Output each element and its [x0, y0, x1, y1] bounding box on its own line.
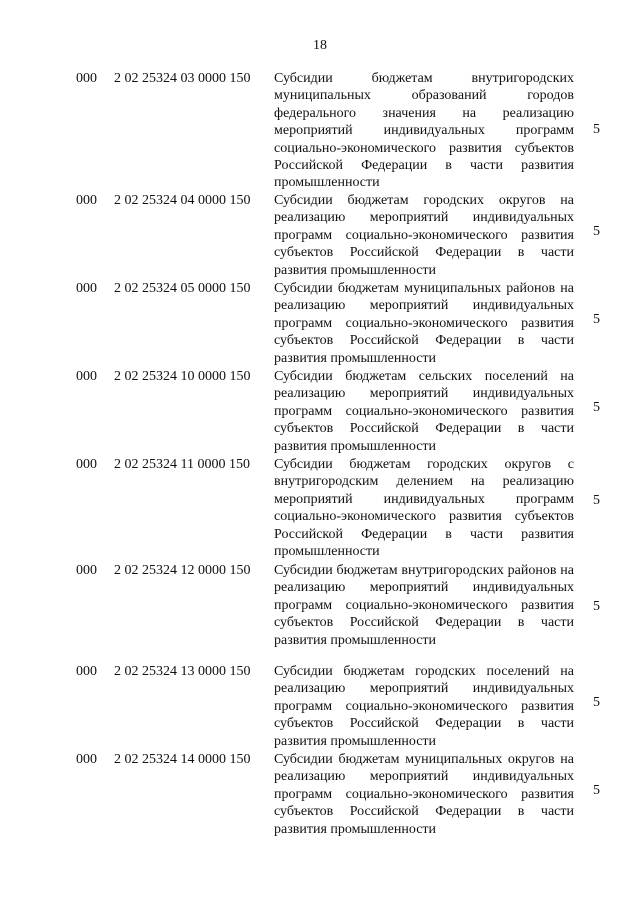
- table-row: [0, 751, 640, 837]
- value-cell: 5: [593, 783, 600, 798]
- value-cell: 5: [593, 224, 600, 239]
- value-cell: 5: [593, 599, 600, 614]
- admin-code-cell: 000: [76, 193, 97, 208]
- description-cell: Субсидии бюджетам муниципальных округов на реализацию мероприятий индивидуальных программ социально-экономического развития субъектов Российской Федерации в части развития промышленности: [274, 752, 574, 837]
- budget-code-cell: 2 02 25324 03 0000 150: [114, 71, 251, 86]
- admin-code-cell: 000: [76, 71, 97, 86]
- budget-code-cell: 2 02 25324 12 0000 150: [114, 563, 251, 578]
- admin-code-cell: 000: [76, 752, 97, 767]
- description-cell: Субсидии бюджетам муниципальных районов на реализацию мероприятий индивидуальных программ социально-экономического развития субъектов Российской Федерации в части развития промышленности: [274, 281, 574, 366]
- budget-code-cell: 2 02 25324 10 0000 150: [114, 369, 251, 384]
- table-row: [0, 280, 640, 366]
- value-cell: 5: [593, 312, 600, 327]
- table-row: [0, 456, 640, 560]
- page-number: 18: [313, 38, 327, 53]
- budget-code-cell: 2 02 25324 13 0000 150: [114, 664, 251, 679]
- budget-code-cell: 2 02 25324 04 0000 150: [114, 193, 251, 208]
- table-row: [0, 368, 640, 454]
- table-row: [0, 70, 640, 190]
- table-row: [0, 663, 640, 749]
- description-cell: Субсидии бюджетам городских округов на реализацию мероприятий индивидуальных программ социально-экономического развития субъектов Российской Федерации в части развития промышленности: [274, 193, 574, 278]
- value-cell: 5: [593, 493, 600, 508]
- admin-code-cell: 000: [76, 563, 97, 578]
- value-cell: 5: [593, 122, 600, 137]
- admin-code-cell: 000: [76, 281, 97, 296]
- admin-code-cell: 000: [76, 664, 97, 679]
- table-row: [0, 192, 640, 278]
- value-cell: 5: [593, 400, 600, 415]
- value-cell: 5: [593, 695, 600, 710]
- budget-code-cell: 2 02 25324 05 0000 150: [114, 281, 251, 296]
- description-cell: Субсидии бюджетам сельских поселений на реализацию мероприятий индивидуальных программ социально-экономического развития субъектов Российской Федерации в части развития промышленности: [274, 369, 574, 454]
- budget-code-cell: 2 02 25324 11 0000 150: [114, 457, 250, 472]
- admin-code-cell: 000: [76, 457, 97, 472]
- table-row: [0, 562, 640, 661]
- budget-code-cell: 2 02 25324 14 0000 150: [114, 752, 251, 767]
- description-cell: Субсидии бюджетам городских округов с внутригородским делением на реализацию мероприятий индивидуальных программ социально-экономического развития субъектов Российской Федерации в части развития промышленности: [274, 457, 574, 560]
- description-cell: Субсидии бюджетам внутригородских районов на реализацию мероприятий индивидуальных программ социально-экономического развития субъектов Российской Федерации в части развития промышленности: [274, 563, 574, 648]
- budget-code-table: [0, 70, 640, 839]
- admin-code-cell: 000: [76, 369, 97, 384]
- description-cell: Субсидии бюджетам городских поселений на реализацию мероприятий индивидуальных программ социально-экономического развития субъектов Российской Федерации в части развития промышленности: [274, 664, 574, 749]
- description-cell: Субсидии бюджетам внутригородских муниципальных образований городов федерального значения на реализацию мероприятий индивидуальных программ социально-экономического развития субъектов Российской Федерации в части развития промышленности: [274, 71, 574, 191]
